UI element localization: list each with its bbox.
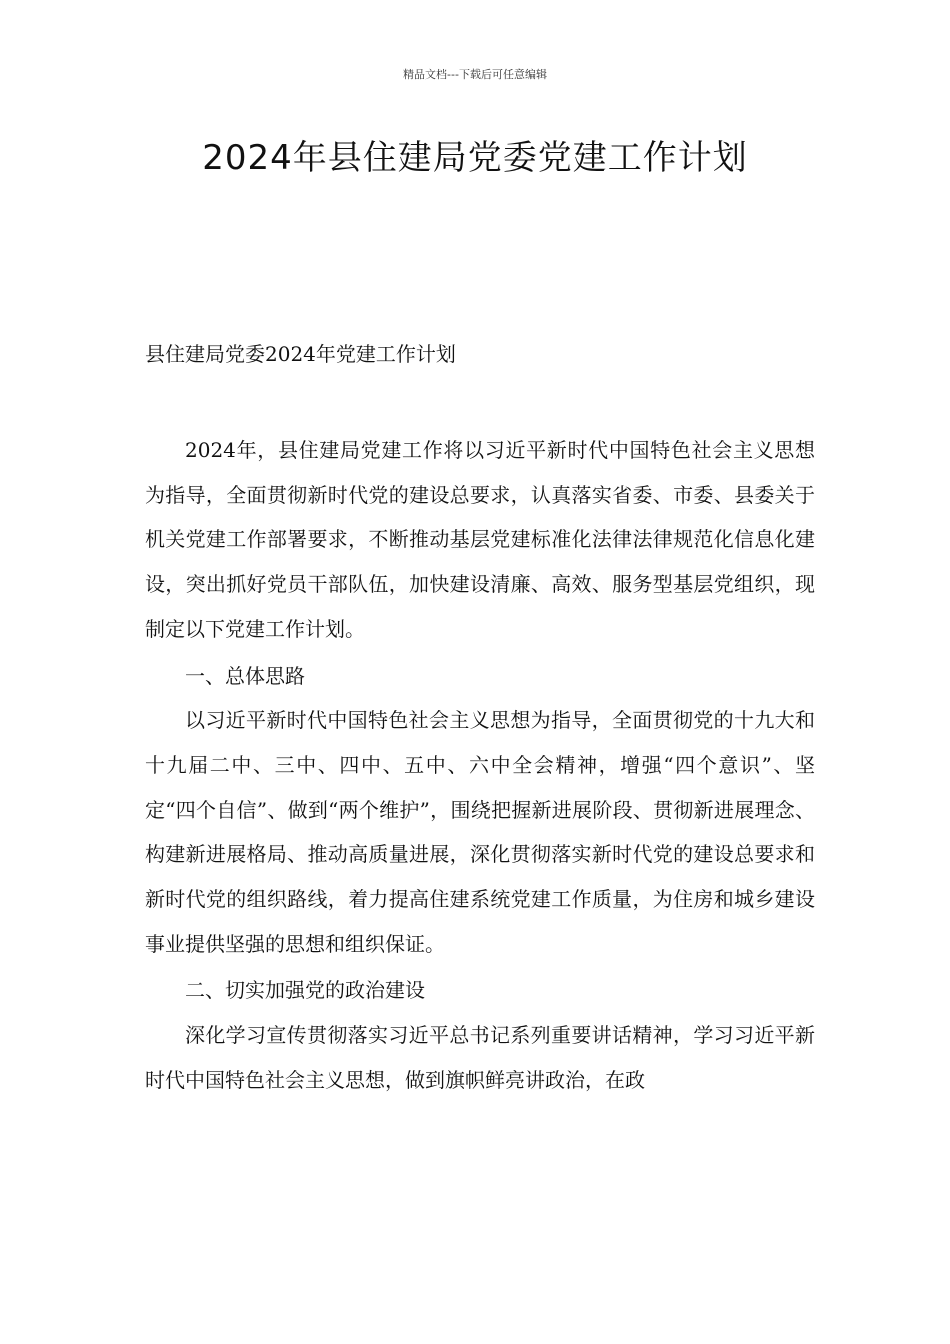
header-note: 精品文档---下载后可任意编辑 — [403, 68, 547, 81]
section-paragraph-1: 以习近平新时代中国特色社会主义思想为指导，全面贯彻党的十九大和十九届二中、三中、四中、五中、六中全会精神，增强“四个意识”、坚定“四个自信”、做到“两个维护”，围绕把握新进展阶段、贯彻新进展理念、构建新进展格局、推动高质量进展，深化贯彻落实新时代党的建设总要求和新时代党的组织路线，着力提高住建系统党建工作质量，为住房和城乡建设事业提供坚强的思想和组织保证。 — [145, 708, 815, 956]
document-subtitle: 县住建局党委2024年党建工作计划 — [145, 342, 456, 366]
document-body — [145, 428, 815, 1103]
document-title: 2024年县住建局党委党建工作计划 — [202, 138, 748, 178]
section-paragraph-2: 深化学习宣传贯彻落实习近平总书记系列重要讲话精神，学习习近平新时代中国特色社会主义思想，做到旗帜鲜亮讲政治，在政 — [145, 1023, 815, 1092]
section-heading-2: 二、切实加强党的政治建设 — [185, 978, 425, 1003]
section-heading-1: 一、总体思路 — [185, 663, 305, 688]
intro-paragraph: 2024年，县住建局党建工作将以习近平新时代中国特色社会主义思想为指导，全面贯彻新时代党的建设总要求，认真落实省委、市委、县委关于机关党建工作部署要求，不断推动基层党建标准化法律法律规范化信息化建设，突出抓好党员干部队伍，加快建设清廉、高效、服务型基层党组织，现制定以下党建工作计划。 — [145, 438, 815, 641]
